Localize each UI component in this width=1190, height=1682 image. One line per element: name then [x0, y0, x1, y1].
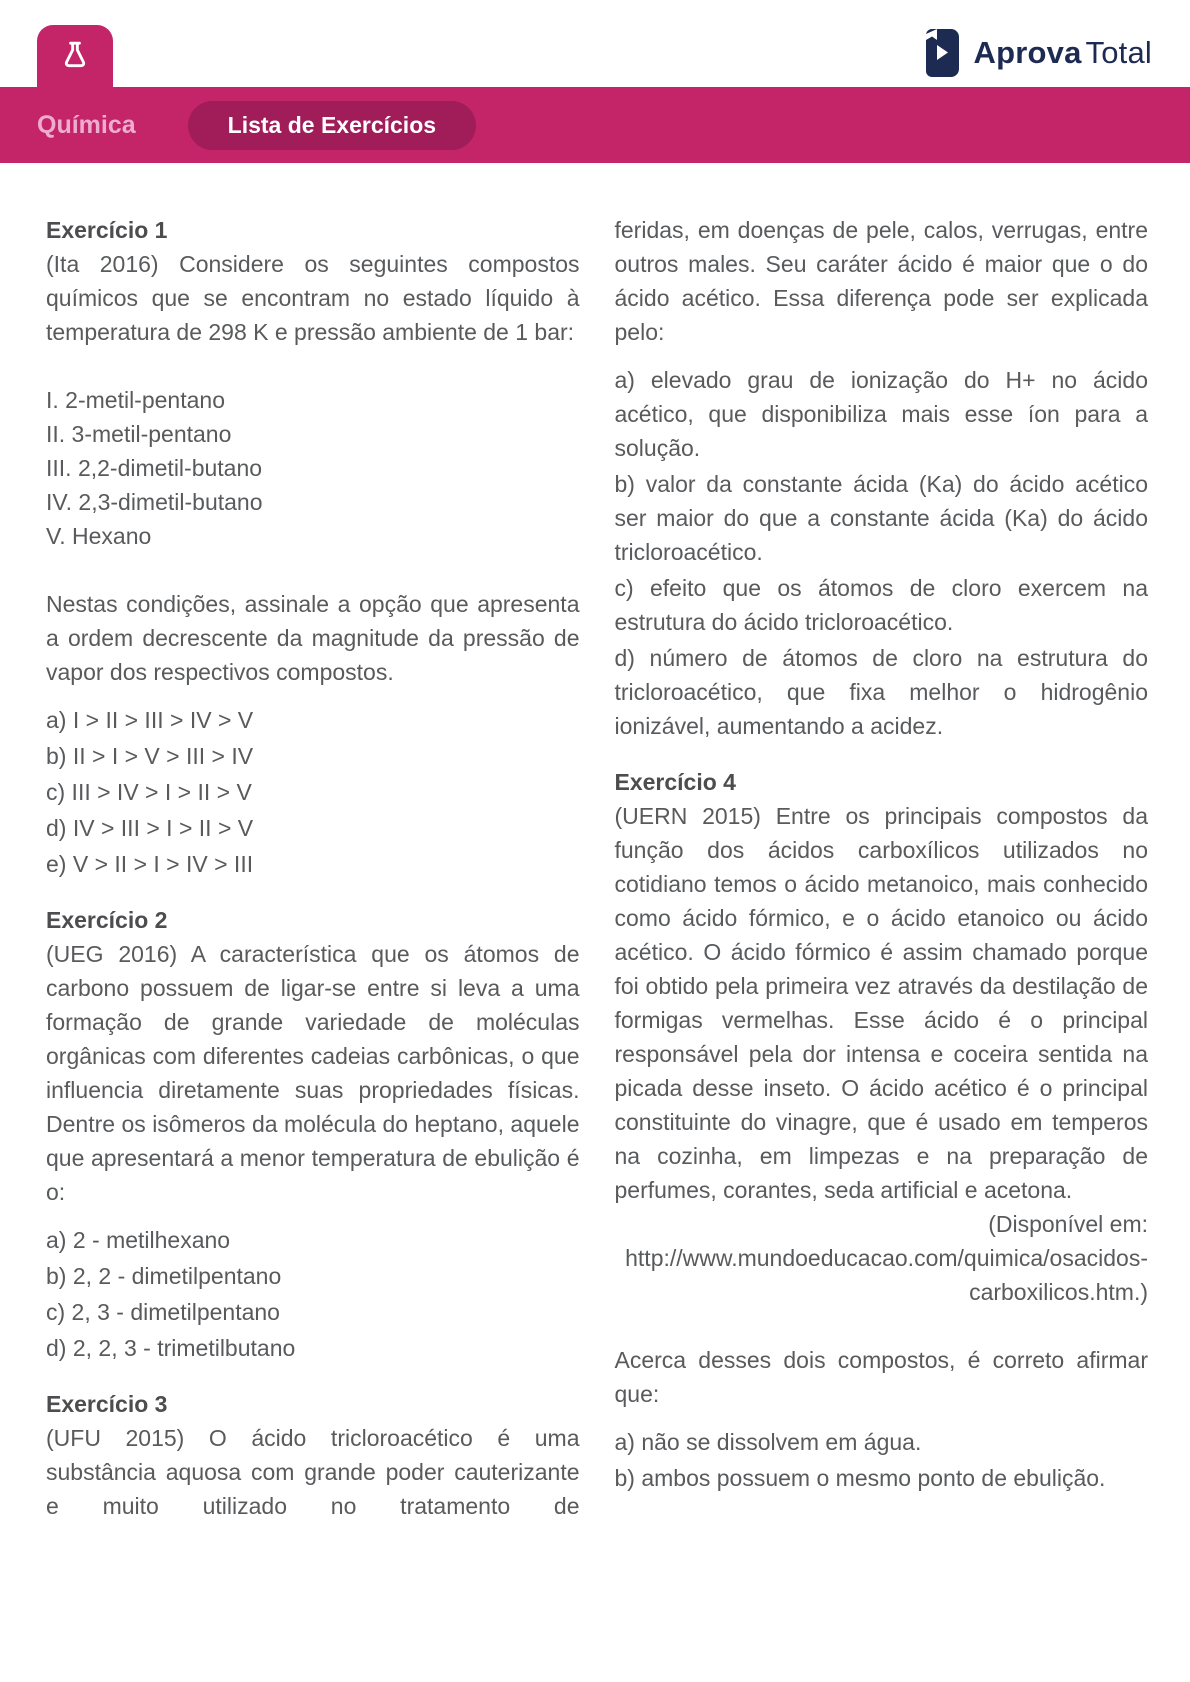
list-item: I. 2-metil-pentano	[46, 387, 225, 413]
top-bar	[0, 0, 1190, 87]
exercise-sheet	[0, 163, 1190, 1537]
brand-name-light: Total	[1085, 35, 1152, 70]
exercise-1-intro: (Ita 2016) Considere os seguintes compostos químicos que se encontram no estado líquido à temperatura de 298 K e pressão ambiente de 1 bar:	[46, 251, 580, 345]
option-item: a) 2 - metilhexano	[46, 1227, 231, 1253]
source-line: (Disponível em:	[988, 1211, 1148, 1237]
exercise-3-title: Exercício 3	[46, 1391, 168, 1417]
brand-logo	[924, 28, 1153, 78]
exercise-1-question: Nestas condições, assinale a opção que apresenta a ordem decrescente da magnitude da pressão de vapor dos respectivos compostos.	[46, 591, 580, 685]
list-item: V. Hexano	[46, 523, 152, 549]
exercise-2-title: Exercício 2	[46, 907, 168, 933]
exercise-4-question: Acerca desses dois compostos, é correto afirmar que:	[614, 1347, 1148, 1407]
option-item: b) valor da constante ácida (Ka) do ácido acético ser maior do que a constante ácida (Ka) do ácido tricloroacético.	[614, 471, 1148, 565]
exercise-4-intro: (UERN 2015) Entre os principais compostos da função dos ácidos carboxílicos utilizados no cotidiano temos o ácido metanoico, mais conhecido como ácido fórmico, e o ácido etanoico ou ácido acético. O ácido fórmico é assim chamado porque foi obtido pela primeira vez através da destilação de formigas vermelhas. Esse ácido é o principal responsável pela dor intensa e coceira sentida na picada desse inseto. O ácido acético é o principal constituinte do vinagre, que é usado em temperos na cozinha, em limpezas e na preparação de perfumes, corantes, seda artificial e acetona.	[614, 803, 1148, 1203]
exercise-1-title: Exercício 1	[46, 217, 168, 243]
header-banner	[0, 87, 1190, 163]
brand-name	[974, 35, 1153, 71]
exercise-4-options	[615, 1425, 1149, 1495]
exercise-1-options	[46, 703, 580, 881]
source-citation	[615, 1207, 1149, 1309]
source-line: http://www.mundoeducacao.com/quimica/osacidos-	[625, 1245, 1148, 1271]
source-line: carboxilicos.htm.)	[969, 1279, 1148, 1305]
subject-label: Química	[37, 110, 136, 139]
exercise-2-options	[46, 1223, 580, 1365]
list-item: III. 2,2-dimetil-butano	[46, 455, 263, 481]
option-item: a) não se dissolvem em água.	[614, 1429, 922, 1455]
option-item: d) número de átomos de cloro na estrutura do tricloroacético, que fixa melhor o hidrogênio ionizável, aumentando a acidez.	[614, 645, 1148, 739]
right-column	[615, 213, 1149, 1537]
flask-icon	[59, 39, 91, 73]
option-item: a) I > II > III > IV > V	[46, 707, 254, 733]
left-column	[46, 213, 580, 1537]
exercise-4-title: Exercício 4	[614, 769, 736, 795]
option-item: c) III > IV > I > II > V	[46, 779, 252, 805]
option-item: d) 2, 2, 3 - trimetilbutano	[46, 1335, 296, 1361]
list-item: II. 3-metil-pentano	[46, 421, 232, 447]
option-item: b) 2, 2 - dimetilpentano	[46, 1263, 282, 1289]
option-item: c) efeito que os átomos de cloro exercem na estrutura do ácido tricloroacético.	[614, 575, 1148, 635]
book-logo-icon	[924, 28, 959, 78]
option-item: e) V > II > I > IV > III	[46, 851, 254, 877]
exercise-1-compound-list	[46, 383, 580, 553]
exercise-2-intro: (UEG 2016) A característica que os átomos de carbono possuem de ligar-se entre si leva a uma formação de grande variedade de moléculas orgânicas com diferentes cadeias carbônicas, o que influencia diretamente suas propriedades físicas. Dentre os isômeros da molécula do heptano, aquele que apresentará a menor temperatura de ebulição é o:	[46, 941, 580, 1205]
option-item: a) elevado grau de ionização do H+ no ácido acético, que disponibiliza mais esse íon para a solução.	[614, 367, 1148, 461]
list-item: IV. 2,3-dimetil-butano	[46, 489, 263, 515]
option-item: d) IV > III > I > II > V	[46, 815, 254, 841]
subject-tab	[37, 25, 113, 87]
list-title-badge: Lista de Exercícios	[188, 101, 476, 150]
option-item: c) 2, 3 - dimetilpentano	[46, 1299, 280, 1325]
option-item: b) II > I > V > III > IV	[46, 743, 254, 769]
exercise-3-intro-right: feridas, em doenças de pele, calos, verrugas, entre outros males. Seu caráter ácido é maior que o do ácido acético. Essa diferença pode ser explicada pelo:	[614, 217, 1148, 345]
exercise-3-intro-left: (UFU 2015) O ácido tricloroacético é uma substância aquosa com grande poder cauterizante e muito utilizado no tratamento de	[46, 1425, 580, 1519]
option-item: b) ambos possuem o mesmo ponto de ebulição.	[614, 1465, 1106, 1491]
exercise-3-options	[615, 363, 1149, 743]
brand-name-bold: Aprova	[973, 35, 1082, 70]
